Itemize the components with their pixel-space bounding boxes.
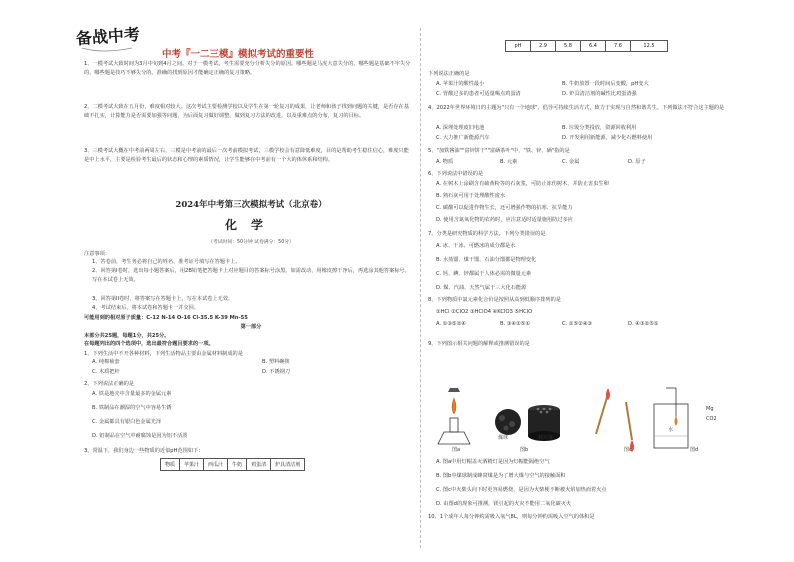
fig-label-c: 图c — [624, 447, 632, 453]
note-1: 1、答卷前，考生务必将自己的姓名、准考证号填写在答题卡上。 — [92, 259, 241, 265]
fig-label-a: 图a — [452, 447, 461, 453]
q3-option-d: D. 炉具清洁剂的碱性比鸡蛋清强 — [562, 91, 637, 97]
q3-option-a: A. 苹果汁的酸性最小 — [436, 81, 485, 87]
q3-option-b: B. 牛奶放置一段时间后变酸，pH变大 — [562, 81, 649, 87]
alcohol-lamp-figure — [438, 388, 470, 444]
ph-cell: 物质 — [161, 459, 180, 471]
q8-option-c: C. ①⑤②④③ — [562, 321, 593, 327]
notes-title: 注意事项： — [84, 251, 110, 257]
q4-option-d: D. 开发利用新能源，减少化石燃料使用 — [562, 135, 653, 141]
note-2: 2、回答第I卷时，选出每小题答案后，用2B铅笔把答题卡上对应题目的答案标号涂黑。如需改动，用橡皮擦干净后，再选涂其他答案标号。写在本试卷上无效。 — [92, 268, 410, 283]
q2-option-b: B. 铁制品在潮湿的空气中容易生锈 — [92, 405, 172, 411]
ph-value: 5.8 — [556, 41, 581, 52]
ph-cell: 炉具清洁剂 — [271, 459, 305, 471]
q9-option-b: B. 图b中煤球制成蜂窝煤是为了增大煤与空气的接触面积 — [436, 473, 566, 479]
q1-option-c: C. 木质把杆 — [92, 369, 120, 375]
page-banner: 中考『一二三模』模拟考试的重要性 — [162, 49, 315, 60]
note-3: 3、回答第II卷时，将答案写在答题卡上，写在本试卷上无效。 — [92, 296, 234, 302]
intro-paragraph-3: 3、三模考试大概在中考前两周左右，三模是中考前的最后一次考前模拟考试，三模学校会有意降低难度，目的是帮助考生稳住信心，难度只能是中上水平，主要是检验考生最后的状态和心理的素质情况，让学生能够在中考前有一个大的体休系和结构。 — [84, 148, 409, 163]
question-7: 7、分类是研究物质的科学方法。下列分类错误的是 — [428, 231, 546, 237]
question-5: 5、"加铁酱油""富锌饼干""富硒茶叶"中，"铁、锌、硒"指的是 — [428, 148, 570, 154]
q1-option-b: B. 塑料碗筷 — [262, 359, 290, 365]
exam-title: 2024年中考第三次模拟考试（北京卷） — [175, 200, 327, 210]
ph-value: 12.5 — [631, 41, 668, 52]
mg-co2-figure — [654, 388, 688, 448]
exam-subject: 化学 — [224, 218, 277, 232]
atomic-masses: 可能用到的相对原子质量：C-12 N-14 O-16 Cl-35.5 K-39 Mn-55 — [84, 315, 248, 321]
question-9: 9、下列图示相关问题的解释或推测错误的是 — [428, 341, 530, 347]
match-figure — [596, 388, 634, 452]
question-2: 2、下列说法正确的是 — [84, 381, 134, 387]
fig-label-d: 图d — [690, 447, 699, 453]
part-label: 第一部分 — [240, 324, 262, 330]
brand-logo — [72, 18, 146, 58]
fig-caption-coal: 煤球 — [498, 435, 509, 441]
q4-option-c: C. 大力推广新能源汽车 — [436, 135, 490, 141]
question-3: 3、常温下，我们身边一些物质的近似pH范围如下： — [84, 448, 204, 454]
ph-cell: 苹果汁 — [180, 459, 204, 471]
q7-option-a: A. 冰、干冰、可燃冰的成分都是水 — [436, 243, 516, 249]
note-4: 4、考试结束后，将本试卷和答题卡一并交回。 — [92, 305, 200, 311]
q9-option-a: A. 图a中用灯帽盖灭酒精灯是因为灯帽能隔绝空气 — [436, 459, 550, 465]
q7-option-b: B. 水蒸馏、煤干馏、石油分馏都是物理变化 — [436, 257, 537, 263]
ph-value: 2.9 — [531, 41, 556, 52]
q5-option-a: A. 物质 — [436, 159, 454, 165]
section-instruction: 在每题列出的四个选项中，选出最符合题目要求的一项。 — [84, 341, 214, 347]
q4-option-a: A. 深埋处理废旧电池 — [436, 125, 485, 131]
ph-label: pH — [506, 41, 531, 52]
question-8: 8、下列物质中氯元素化合价是按照从高到低顺序排列的是 — [428, 297, 561, 303]
q4-option-b: B. 垃圾分类投放，资源回收利用 — [562, 125, 637, 131]
exam-meta: （考试时间：50分钟 试卷满分：50分） — [208, 240, 294, 245]
ph-table-header — [160, 458, 305, 471]
q1-option-d: D. 不锈钢刀 — [262, 369, 291, 375]
q6-option-c: C. 碳酸可以促进作物生长，还可增强作物的抗寒、抗旱能力 — [436, 205, 573, 211]
q5-option-b: B. 元素 — [500, 159, 518, 165]
fig-caption-water: 水 — [668, 427, 674, 433]
q2-option-d: D. 铝制品在空气中耐腐蚀是因为铝不活泼 — [92, 433, 188, 439]
fig-caption-honeycomb: 蜂窝煤 — [538, 435, 554, 441]
q8-option-d: D. ④③②⑤① — [628, 321, 659, 327]
ph-cell: 牛奶 — [228, 459, 247, 471]
logo-text: 备战中考 — [75, 24, 141, 49]
ph-cell: 鸡蛋清 — [247, 459, 271, 471]
question-10: 10、1个成年人每分钟约需吸入氧气8L，则每分钟约需吸入空气的体积是 — [428, 514, 595, 520]
q9-option-d: D. 由图d的现象可推测，镁引起的火灾不能用二氧化碳灭火 — [436, 501, 572, 507]
q3-stem-cont: 下列说法正确的是 — [428, 71, 470, 77]
intro-paragraph-2: 2、二模考试大致在五月份，难度相对较大。这次考试主要检测学校以及学生在第一轮复习的成果，让老师和孩子找到问题的关键，是否存在基础不扎实，计算能力是否需要加强等问题，为后面复习做好调整。做到复习方法的改进，以及重难点的分布，复习的目标。 — [84, 104, 409, 119]
column-divider — [420, 28, 421, 548]
q7-option-d: D. 煤、汽油、天然气属于三大化石能源 — [436, 285, 527, 291]
ph-value: 6.4 — [581, 41, 606, 52]
q7-option-c: C. 钙、碘、锌都属于人体必需的微量元素 — [436, 271, 532, 277]
q2-option-a: A. 铁是地壳中含量最多的金属元素 — [92, 391, 172, 397]
q8-formulas: ①HCl ②ClO2 ③HClO4 ④KClO3 ⑤HClO — [436, 309, 533, 315]
q6-option-d: D. 使用含氮氧化物的农药时，应注意适时适量施用防过多应 — [436, 217, 573, 223]
q9-option-c: C. 图c中火柴头向下时更容易燃烧，是因为火柴梗不断被火焰加热而着火点 — [436, 487, 607, 493]
q2-option-c: C. 金属都具有银白色金属光泽 — [92, 419, 162, 425]
section-intro: 本部分共25题，每题1分，共25分。 — [84, 333, 170, 339]
fig-gas-mg: Mg — [706, 406, 714, 412]
fig-label-b: 图b — [520, 447, 529, 453]
q1-option-a: A. 纯棉袖套 — [92, 359, 120, 365]
q9-figure — [436, 374, 712, 456]
intro-paragraph-1: 1、一模考试大致时间为3月中旬到4月之间。对于一模考试，考生需要充分分析失分的原因。哪些题是马虎大意失分的，哪些题是基础不牢失分的，哪些题是技巧不够失分的。准确的找到原因才能确定正确的复习策略。 — [84, 61, 411, 76]
q6-option-b: B. 熟石灰可用于处理酸性废水 — [436, 193, 506, 199]
q8-option-b: B. ③④②⑤① — [500, 321, 531, 327]
q5-option-d: D. 原子 — [628, 159, 646, 165]
question-4: 4、2022年世界环境日的主题为"只有一个地球"，倡导可持续生活方式，致力于实现与自然和谐共生。下列做法不符合这主题的是 — [428, 105, 725, 111]
q8-option-a: A. ①③⑤②④ — [436, 321, 467, 327]
fig-gas-co2: CO2 — [706, 416, 717, 422]
ph-value: 7.6 — [606, 41, 631, 52]
question-1: 1、下列生活中不开各种材料，下列生活物品主要由金属材料制成的是 — [84, 351, 243, 357]
q3-option-c: C. 胃酸过多的患者可适量喝点鸡蛋清 — [436, 91, 521, 97]
q5-option-c: C. 金属 — [562, 159, 580, 165]
q6-option-a: A. 在树木上涂刷含有硫黄粉等的石灰浆，可防止冻伤树木，并防止害虫生卵 — [436, 181, 609, 187]
question-6: 6、下列说法中错误的是 — [428, 171, 484, 177]
ph-table-values — [505, 40, 668, 52]
ph-cell: 西瓜汁 — [204, 459, 228, 471]
